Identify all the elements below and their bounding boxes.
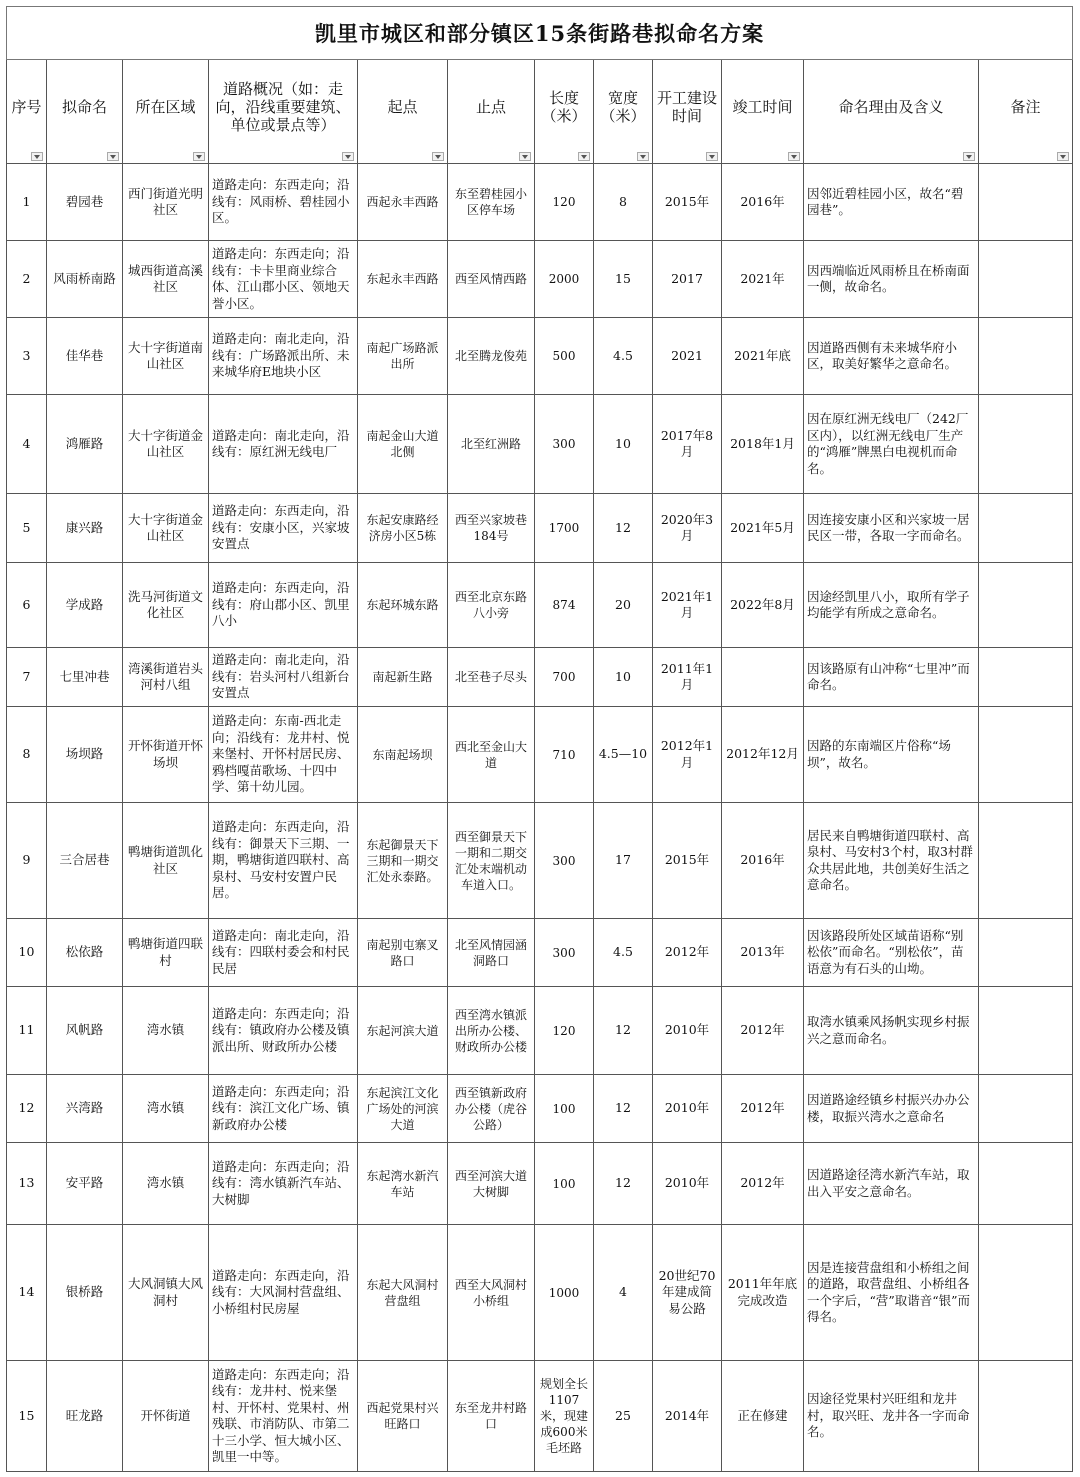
cell-start[interactable]: 东起环城东路 <box>358 563 448 648</box>
cell-done[interactable]: 正在修建 <box>722 1361 804 1472</box>
cell-name[interactable]: 风雨桥南路 <box>47 241 123 318</box>
cell-note[interactable] <box>979 707 1073 803</box>
cell-reason[interactable]: 因连接安康小区和兴家坡一居民区一带，各取一字而命名。 <box>804 494 979 563</box>
cell-start[interactable]: 东起安康路经济房小区5栋 <box>358 494 448 563</box>
cell-done[interactable]: 2011年年底完成改造 <box>722 1225 804 1361</box>
cell-note[interactable] <box>979 1075 1073 1143</box>
cell-length[interactable]: 500 <box>535 318 594 395</box>
cell-note[interactable] <box>979 648 1073 707</box>
cell-overview[interactable]: 道路走向：东西走向；沿线有：湾水镇新汽车站、大树脚 <box>209 1143 358 1225</box>
cell-no[interactable]: 12 <box>7 1075 47 1143</box>
cell-length[interactable]: 710 <box>535 707 594 803</box>
header-label: 开工建设时间 <box>656 88 717 125</box>
header-label: 道路概况（如：走向，沿线重要建筑、单位或景点等） <box>215 79 351 134</box>
cell-area[interactable]: 大风洞镇大风洞村 <box>123 1225 209 1361</box>
header-label: 止点 <box>475 97 506 116</box>
table-row <box>7 707 1073 803</box>
cell-no[interactable]: 10 <box>7 919 47 987</box>
cell-width[interactable]: 12 <box>594 1143 653 1225</box>
cell-name[interactable]: 场坝路 <box>47 707 123 803</box>
cell-note[interactable] <box>979 987 1073 1075</box>
cell-reason[interactable]: 因邻近碧桂园小区，故名“碧园巷”。 <box>804 164 979 241</box>
cell-reason[interactable]: 因道路途径湾水新汽车站，取出入平安之意命名。 <box>804 1143 979 1225</box>
table-row <box>7 1143 1073 1225</box>
cell-done[interactable]: 2013年 <box>722 919 804 987</box>
table-row <box>7 1361 1073 1472</box>
cell-begin[interactable]: 2014年 <box>653 1361 722 1472</box>
cell-area[interactable]: 开怀街道开怀场坝 <box>123 707 209 803</box>
table-row <box>7 987 1073 1075</box>
cell-no[interactable]: 9 <box>7 803 47 919</box>
cell-overview[interactable]: 道路走向：南北走向，沿线有：原红洲无线电厂 <box>209 395 358 494</box>
cell-area[interactable]: 湾水镇 <box>123 1075 209 1143</box>
cell-begin[interactable]: 20世纪70年建成简易公路 <box>653 1225 722 1361</box>
filter-dropdown-icon[interactable] <box>578 152 590 161</box>
cell-done[interactable]: 2012年 <box>722 1075 804 1143</box>
cell-reason[interactable]: 因途经凯里八小，取所有学子均能学有所成之意命名。 <box>804 563 979 648</box>
filter-dropdown-icon[interactable] <box>519 152 531 161</box>
cell-end[interactable]: 西至湾水镇派出所办公楼、财政所办公楼 <box>448 987 535 1075</box>
cell-done[interactable]: 2012年 <box>722 1143 804 1225</box>
cell-reason[interactable]: 居民来自鸭塘街道四联村、高泉村、马安村3个村，取3村群众共居此地，共创美好生活之意命名。 <box>804 803 979 919</box>
cell-done[interactable]: 2018年1月 <box>722 395 804 494</box>
cell-start[interactable]: 南起新生路 <box>358 648 448 707</box>
filter-dropdown-icon[interactable] <box>788 152 800 161</box>
cell-area[interactable]: 洗马河街道文化社区 <box>123 563 209 648</box>
cell-start[interactable]: 西起党果村兴旺路口 <box>358 1361 448 1472</box>
spreadsheet <box>6 6 1072 1472</box>
cell-area[interactable]: 西门街道光明社区 <box>123 164 209 241</box>
header-done <box>722 60 804 164</box>
table-row <box>7 803 1073 919</box>
cell-overview[interactable]: 道路走向：东西走向，沿线有：府山郡小区、凯里八小 <box>209 563 358 648</box>
cell-begin[interactable]: 2021 <box>653 318 722 395</box>
cell-no[interactable]: 1 <box>7 164 47 241</box>
cell-reason[interactable]: 因该路段所处区域苗语称“别松依”而命名。“别松依”，苗语意为有石头的山坳。 <box>804 919 979 987</box>
header-label: 长度（米） <box>541 88 587 125</box>
cell-end[interactable]: 西至兴家坡巷184号 <box>448 494 535 563</box>
cell-start[interactable]: 东南起场坝 <box>358 707 448 803</box>
cell-begin[interactable]: 2011年1月 <box>653 648 722 707</box>
header-label: 起点 <box>387 97 418 116</box>
cell-done[interactable] <box>722 648 804 707</box>
cell-start[interactable]: 南起金山大道北侧 <box>358 395 448 494</box>
filter-dropdown-icon[interactable] <box>1057 152 1069 161</box>
cell-no[interactable]: 13 <box>7 1143 47 1225</box>
cell-note[interactable] <box>979 563 1073 648</box>
cell-name[interactable]: 鸿雁路 <box>47 395 123 494</box>
cell-begin[interactable]: 2012年1月 <box>653 707 722 803</box>
cell-width[interactable]: 4.5 <box>594 318 653 395</box>
filter-dropdown-icon[interactable] <box>432 152 444 161</box>
table-title: 凯里市城区和部分镇区15条街路巷拟命名方案 <box>7 7 1073 60</box>
cell-begin[interactable]: 2010年 <box>653 987 722 1075</box>
cell-no[interactable]: 5 <box>7 494 47 563</box>
cell-note[interactable] <box>979 803 1073 919</box>
cell-reason[interactable]: 因是连接营盘组和小桥组之间的道路，取营盘组、小桥组各一个字后，“营”取谐音“银”而得名。 <box>804 1225 979 1361</box>
cell-width[interactable]: 4.5 <box>594 919 653 987</box>
cell-length[interactable]: 700 <box>535 648 594 707</box>
cell-width[interactable]: 8 <box>594 164 653 241</box>
cell-end[interactable]: 北至巷子尽头 <box>448 648 535 707</box>
cell-width[interactable]: 15 <box>594 241 653 318</box>
cell-reason[interactable]: 因该路原有山冲称“七里冲”而命名。 <box>804 648 979 707</box>
header-label: 序号 <box>11 97 42 116</box>
cell-no[interactable]: 2 <box>7 241 47 318</box>
header-begin <box>653 60 722 164</box>
cell-note[interactable] <box>979 1361 1073 1472</box>
cell-note[interactable] <box>979 1143 1073 1225</box>
cell-start[interactable]: 西起永丰西路 <box>358 164 448 241</box>
cell-overview[interactable]: 道路走向：东西走向；沿线有：龙井村、悦来堡村、开怀村、党果村、州残联、市消防队、市第二十三小学、恒大城小区、凯里一中等。 <box>209 1361 358 1472</box>
cell-no[interactable]: 14 <box>7 1225 47 1361</box>
cell-length[interactable]: 100 <box>535 1075 594 1143</box>
cell-width[interactable]: 12 <box>594 1075 653 1143</box>
cell-width[interactable]: 4.5—10 <box>594 707 653 803</box>
cell-area[interactable]: 大十字街道金山社区 <box>123 494 209 563</box>
table-row <box>7 241 1073 318</box>
cell-length[interactable]: 2000 <box>535 241 594 318</box>
cell-name[interactable]: 学成路 <box>47 563 123 648</box>
cell-overview[interactable]: 道路走向：东南-西北走向；沿线有：龙井村、悦来堡村、开怀村居民房、鸦档嘎苗歌场、十四中学、第十幼儿园。 <box>209 707 358 803</box>
cell-overview[interactable]: 道路走向：东西走向；沿线有：滨江文化广场、镇新政府办公楼 <box>209 1075 358 1143</box>
cell-width[interactable]: 10 <box>594 395 653 494</box>
cell-start[interactable]: 南起广场路派出所 <box>358 318 448 395</box>
cell-end[interactable]: 北至红洲路 <box>448 395 535 494</box>
cell-start[interactable]: 东起河滨大道 <box>358 987 448 1075</box>
cell-note[interactable] <box>979 1225 1073 1361</box>
header-end <box>448 60 535 164</box>
cell-begin[interactable]: 2021年1月 <box>653 563 722 648</box>
cell-reason[interactable]: 因在原红洲无线电厂（242厂区内），以红洲无线电厂生产的“鸿雁”牌黑白电视机而命名。 <box>804 395 979 494</box>
header-overview <box>209 60 358 164</box>
cell-reason[interactable]: 取湾水镇乘风扬帆实现乡村振兴之意而命名。 <box>804 987 979 1075</box>
cell-no[interactable]: 6 <box>7 563 47 648</box>
cell-name[interactable]: 旺龙路 <box>47 1361 123 1472</box>
cell-name[interactable]: 碧园巷 <box>47 164 123 241</box>
table-row <box>7 164 1073 241</box>
cell-length[interactable]: 120 <box>535 987 594 1075</box>
cell-end[interactable]: 西北至金山大道 <box>448 707 535 803</box>
cell-note[interactable] <box>979 919 1073 987</box>
cell-end[interactable]: 西至大风洞村小桥组 <box>448 1225 535 1361</box>
cell-width[interactable]: 10 <box>594 648 653 707</box>
cell-note[interactable] <box>979 164 1073 241</box>
cell-begin[interactable]: 2015年 <box>653 803 722 919</box>
cell-reason[interactable]: 因路的东南端区片俗称“场坝”，故名。 <box>804 707 979 803</box>
table-row <box>7 1075 1073 1143</box>
cell-end[interactable]: 西至御景天下一期和二期交汇处末端机动车道入口。 <box>448 803 535 919</box>
cell-no[interactable]: 7 <box>7 648 47 707</box>
cell-name[interactable]: 银桥路 <box>47 1225 123 1361</box>
cell-begin[interactable]: 2017年8月 <box>653 395 722 494</box>
cell-overview[interactable]: 道路走向：东西走向；沿线有：卡卡里商业综合体、江山郡小区、领地天誉小区。 <box>209 241 358 318</box>
cell-start[interactable]: 东起滨江文化广场处的河滨大道 <box>358 1075 448 1143</box>
cell-name[interactable]: 康兴路 <box>47 494 123 563</box>
cell-width[interactable]: 12 <box>594 987 653 1075</box>
cell-width[interactable]: 4 <box>594 1225 653 1361</box>
cell-overview[interactable]: 道路走向：东西走向，沿线有：御景天下三期、一期，鸭塘街道四联村、高泉村、马安村安置户民居。 <box>209 803 358 919</box>
cell-name[interactable]: 兴湾路 <box>47 1075 123 1143</box>
cell-name[interactable]: 安平路 <box>47 1143 123 1225</box>
cell-done[interactable]: 2016年 <box>722 803 804 919</box>
cell-name[interactable]: 三合居巷 <box>47 803 123 919</box>
filter-dropdown-icon[interactable] <box>637 152 649 161</box>
cell-start[interactable]: 南起别屯寨叉路口 <box>358 919 448 987</box>
cell-overview[interactable]: 道路走向：东西走向；沿线有：镇政府办公楼及镇派出所、财政所办公楼 <box>209 987 358 1075</box>
cell-begin[interactable]: 2017 <box>653 241 722 318</box>
cell-begin[interactable]: 2015年 <box>653 164 722 241</box>
cell-area[interactable]: 大十字街道金山社区 <box>123 395 209 494</box>
cell-no[interactable]: 11 <box>7 987 47 1075</box>
cell-area[interactable]: 湾水镇 <box>123 1143 209 1225</box>
cell-end[interactable]: 西至北京东路八小旁 <box>448 563 535 648</box>
cell-done[interactable]: 2021年底 <box>722 318 804 395</box>
cell-length[interactable]: 300 <box>535 395 594 494</box>
cell-area[interactable]: 鸭塘街道凯化社区 <box>123 803 209 919</box>
header-label: 拟命名 <box>61 97 107 116</box>
cell-reason[interactable]: 因道路西侧有未来城华府小区，取美好繁华之意命名。 <box>804 318 979 395</box>
cell-length[interactable]: 1000 <box>535 1225 594 1361</box>
cell-area[interactable]: 开怀街道 <box>123 1361 209 1472</box>
header-label: 所在区域 <box>135 97 196 116</box>
cell-begin[interactable]: 2010年 <box>653 1075 722 1143</box>
cell-end[interactable]: 北至风情园涵洞路口 <box>448 919 535 987</box>
cell-reason[interactable]: 因西端临近风雨桥且在桥南面一侧，故命名。 <box>804 241 979 318</box>
cell-start[interactable]: 东起御景天下三期和一期交汇处永泰路。 <box>358 803 448 919</box>
cell-done[interactable]: 2021年5月 <box>722 494 804 563</box>
cell-done[interactable]: 2012年 <box>722 987 804 1075</box>
cell-begin[interactable]: 2020年3月 <box>653 494 722 563</box>
cell-no[interactable]: 3 <box>7 318 47 395</box>
cell-done[interactable]: 2016年 <box>722 164 804 241</box>
header-start <box>358 60 448 164</box>
cell-name[interactable]: 七里冲巷 <box>47 648 123 707</box>
cell-end[interactable]: 西至镇新政府办公楼（虎谷公路） <box>448 1075 535 1143</box>
table-row <box>7 494 1073 563</box>
filter-dropdown-icon[interactable] <box>31 152 43 161</box>
cell-no[interactable]: 4 <box>7 395 47 494</box>
table-row <box>7 648 1073 707</box>
table-row <box>7 318 1073 395</box>
cell-note[interactable] <box>979 494 1073 563</box>
cell-area[interactable]: 大十字街道南山社区 <box>123 318 209 395</box>
cell-name[interactable]: 佳华巷 <box>47 318 123 395</box>
cell-end[interactable]: 东至碧桂园小区停车场 <box>448 164 535 241</box>
cell-begin[interactable]: 2010年 <box>653 1143 722 1225</box>
cell-length[interactable]: 300 <box>535 803 594 919</box>
header-area <box>123 60 209 164</box>
cell-reason[interactable]: 因途径党果村兴旺组和龙井村，取兴旺、龙井各一字而命名。 <box>804 1361 979 1472</box>
cell-note[interactable] <box>979 395 1073 494</box>
cell-width[interactable]: 12 <box>594 494 653 563</box>
cell-reason[interactable]: 因道路途经镇乡村振兴办办公楼，取振兴湾水之意命名 <box>804 1075 979 1143</box>
filter-dropdown-icon[interactable] <box>107 152 119 161</box>
cell-done[interactable]: 2012年12月 <box>722 707 804 803</box>
cell-overview[interactable]: 道路走向：东西走向；沿线有：风雨桥、碧桂园小区。 <box>209 164 358 241</box>
cell-start[interactable]: 东起湾水新汽车站 <box>358 1143 448 1225</box>
cell-note[interactable] <box>979 318 1073 395</box>
header-label: 竣工时间 <box>732 97 793 116</box>
filter-dropdown-icon[interactable] <box>963 152 975 161</box>
cell-overview[interactable]: 道路走向：南北走向，沿线有：岩头河村八组新台安置点 <box>209 648 358 707</box>
cell-overview[interactable]: 道路走向：东西走向，沿线有：大风洞村营盘组、小桥组村民房屋 <box>209 1225 358 1361</box>
header-reason <box>804 60 979 164</box>
cell-length[interactable]: 100 <box>535 1143 594 1225</box>
cell-length[interactable]: 874 <box>535 563 594 648</box>
cell-overview[interactable]: 道路走向：南北走向，沿线有：四联村委会和村民民居 <box>209 919 358 987</box>
filter-dropdown-icon[interactable] <box>193 152 205 161</box>
cell-length[interactable]: 120 <box>535 164 594 241</box>
cell-start[interactable]: 东起永丰西路 <box>358 241 448 318</box>
filter-dropdown-icon[interactable] <box>342 152 354 161</box>
cell-area[interactable]: 湾溪街道岩头河村八组 <box>123 648 209 707</box>
header-label: 命名理由及含义 <box>838 97 944 116</box>
naming-table <box>6 6 1073 1472</box>
cell-name[interactable]: 风帆路 <box>47 987 123 1075</box>
cell-no[interactable]: 15 <box>7 1361 47 1472</box>
cell-width[interactable]: 25 <box>594 1361 653 1472</box>
header-no <box>7 60 47 164</box>
cell-width[interactable]: 20 <box>594 563 653 648</box>
cell-area[interactable]: 湾水镇 <box>123 987 209 1075</box>
cell-length[interactable]: 规划全长1107米，现建成600米毛坯路 <box>535 1361 594 1472</box>
cell-overview[interactable]: 道路走向：南北走向，沿线有：广场路派出所、未来城华府E地块小区 <box>209 318 358 395</box>
cell-length[interactable]: 300 <box>535 919 594 987</box>
table-row <box>7 1225 1073 1361</box>
cell-note[interactable] <box>979 241 1073 318</box>
table-row <box>7 395 1073 494</box>
header-length <box>535 60 594 164</box>
filter-dropdown-icon[interactable] <box>706 152 718 161</box>
cell-length[interactable]: 1700 <box>535 494 594 563</box>
cell-end[interactable]: 北至腾龙俊苑 <box>448 318 535 395</box>
cell-overview[interactable]: 道路走向：东西走向，沿线有：安康小区，兴家坡安置点 <box>209 494 358 563</box>
header-label: 备注 <box>1010 97 1041 116</box>
header-width <box>594 60 653 164</box>
cell-end[interactable]: 东至龙井村路口 <box>448 1361 535 1472</box>
header-note <box>979 60 1073 164</box>
header-label: 宽度（米） <box>600 88 646 125</box>
cell-width[interactable]: 17 <box>594 803 653 919</box>
table-row <box>7 919 1073 987</box>
cell-name[interactable]: 松依路 <box>47 919 123 987</box>
cell-no[interactable]: 8 <box>7 707 47 803</box>
cell-start[interactable]: 东起大风洞村营盘组 <box>358 1225 448 1361</box>
cell-begin[interactable]: 2012年 <box>653 919 722 987</box>
cell-area[interactable]: 城西街道高溪社区 <box>123 241 209 318</box>
cell-done[interactable]: 2021年 <box>722 241 804 318</box>
header-name <box>47 60 123 164</box>
table-row <box>7 563 1073 648</box>
cell-area[interactable]: 鸭塘街道四联村 <box>123 919 209 987</box>
cell-end[interactable]: 西至风情西路 <box>448 241 535 318</box>
cell-end[interactable]: 西至河滨大道大树脚 <box>448 1143 535 1225</box>
cell-done[interactable]: 2022年8月 <box>722 563 804 648</box>
